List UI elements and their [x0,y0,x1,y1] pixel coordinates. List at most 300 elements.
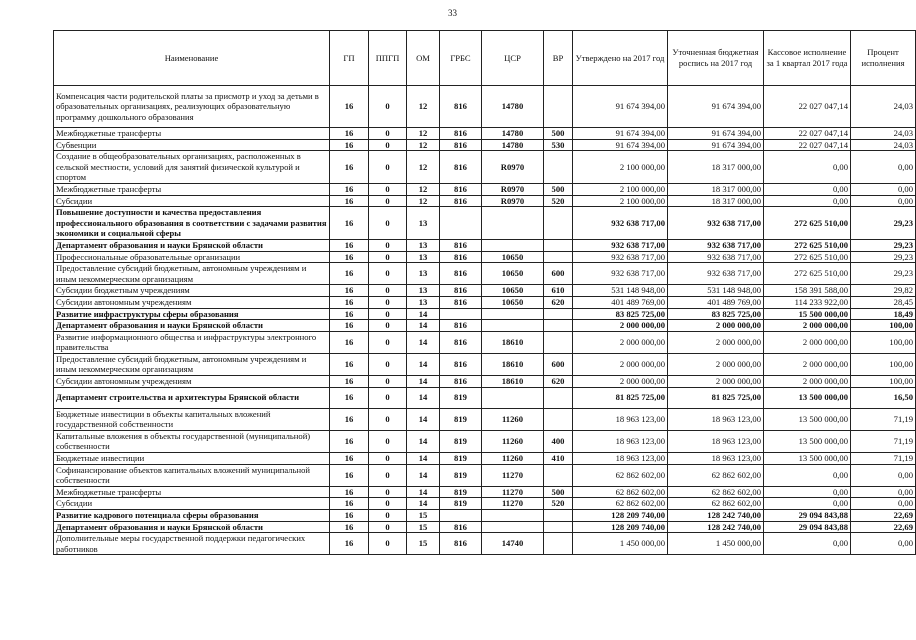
header-gp: ГП [330,31,369,86]
cell-grbs: 816 [440,296,482,308]
cell-approved: 91 674 394,00 [573,86,668,128]
cell-gp: 16 [330,207,369,240]
header-refined: Уточненная бюджетная роспись на 2017 год [668,31,764,86]
cell-csr: 14780 [482,86,544,128]
cell-ppgp: 0 [369,285,407,297]
cell-cash: 0,00 [764,183,851,195]
cell-om: 13 [407,285,440,297]
cell-percent: 100,00 [851,353,916,375]
cell-percent: 71,19 [851,408,916,430]
table-row [54,533,916,555]
table-row [54,331,916,353]
cell-refined: 2 000 000,00 [668,353,764,375]
cell-csr: 14780 [482,128,544,140]
cell-name: Субсидии автономным учреждениям [54,296,330,308]
cell-grbs: 816 [440,263,482,285]
cell-percent: 24,03 [851,139,916,151]
cell-percent: 22,69 [851,510,916,522]
table-row [54,128,916,140]
cell-om: 12 [407,195,440,207]
cell-refined: 932 638 717,00 [668,207,764,240]
cell-percent: 100,00 [851,331,916,353]
cell-gp: 16 [330,151,369,184]
cell-name: Капитальные вложения в объекты государственной (муниципальной) собственности [54,430,330,452]
cell-name: Субсидии [54,195,330,207]
cell-cash: 272 625 510,00 [764,207,851,240]
cell-cash: 0,00 [764,486,851,498]
cell-grbs: 816 [440,533,482,555]
table-row [54,195,916,207]
cell-gp: 16 [330,453,369,465]
cell-om: 14 [407,331,440,353]
cell-refined: 62 862 602,00 [668,486,764,498]
cell-om: 14 [407,387,440,408]
cell-approved: 18 963 123,00 [573,453,668,465]
cell-approved: 2 100 000,00 [573,183,668,195]
cell-approved: 531 148 948,00 [573,285,668,297]
cell-approved: 91 674 394,00 [573,128,668,140]
cell-percent: 22,69 [851,521,916,533]
cell-csr [482,308,544,320]
cell-gp: 16 [330,239,369,251]
table-row [54,387,916,408]
cell-cash: 22 027 047,14 [764,128,851,140]
cell-csr: R0970 [482,195,544,207]
cell-refined: 128 242 740,00 [668,510,764,522]
cell-approved: 2 000 000,00 [573,320,668,332]
cell-name: Департамент образования и науки Брянской области [54,521,330,533]
cell-csr [482,207,544,240]
table-row [54,263,916,285]
cell-csr: 11270 [482,486,544,498]
cell-vr [544,320,573,332]
cell-ppgp: 0 [369,207,407,240]
cell-cash: 2 000 000,00 [764,376,851,388]
cell-ppgp: 0 [369,486,407,498]
cell-om: 12 [407,139,440,151]
cell-csr: 10650 [482,296,544,308]
cell-approved: 932 638 717,00 [573,207,668,240]
cell-percent: 0,00 [851,195,916,207]
cell-cash: 29 094 843,88 [764,510,851,522]
cell-percent: 0,00 [851,151,916,184]
cell-percent: 100,00 [851,320,916,332]
cell-gp: 16 [330,408,369,430]
cell-grbs: 816 [440,285,482,297]
table-row [54,207,916,240]
cell-refined: 1 450 000,00 [668,533,764,555]
cell-cash: 0,00 [764,498,851,510]
cell-ppgp: 0 [369,510,407,522]
cell-ppgp: 0 [369,239,407,251]
cell-name: Межбюджетные трансферты [54,183,330,195]
cell-approved: 2 000 000,00 [573,376,668,388]
cell-approved: 932 638 717,00 [573,263,668,285]
cell-percent: 29,23 [851,251,916,263]
cell-grbs [440,308,482,320]
cell-ppgp: 0 [369,453,407,465]
cell-gp: 16 [330,376,369,388]
cell-csr: 11270 [482,498,544,510]
cell-ppgp: 0 [369,308,407,320]
cell-cash: 2 000 000,00 [764,320,851,332]
cell-name: Развитие информационного общества и инфраструктуры электронного правительства [54,331,330,353]
cell-gp: 16 [330,387,369,408]
cell-cash: 22 027 047,14 [764,86,851,128]
cell-cash: 158 391 588,00 [764,285,851,297]
header-om: ОМ [407,31,440,86]
cell-csr: 11260 [482,430,544,452]
cell-percent: 24,03 [851,86,916,128]
cell-approved: 1 450 000,00 [573,533,668,555]
cell-name: Повышение доступности и качества предоставления профессионального образования в соответствии с задачами развития экономики и социальной сферы [54,207,330,240]
table-row [54,486,916,498]
cell-ppgp: 0 [369,139,407,151]
page-number: 33 [448,8,457,18]
cell-approved: 83 825 725,00 [573,308,668,320]
table-row [54,376,916,388]
header-percent: Процент исполнения [851,31,916,86]
cell-grbs: 816 [440,331,482,353]
cell-name: Бюджетные инвестиции [54,453,330,465]
cell-vr: 610 [544,285,573,297]
header-cash: Кассовое исполнение за 1 квартал 2017 года [764,31,851,86]
cell-percent: 0,00 [851,183,916,195]
cell-refined: 932 638 717,00 [668,263,764,285]
cell-approved: 2 000 000,00 [573,353,668,375]
cell-vr: 600 [544,263,573,285]
cell-grbs: 819 [440,408,482,430]
cell-approved: 932 638 717,00 [573,239,668,251]
cell-ppgp: 0 [369,86,407,128]
cell-om: 14 [407,430,440,452]
cell-name: Дополнительные меры государственной поддержки педагогических работников [54,533,330,555]
cell-ppgp: 0 [369,296,407,308]
cell-csr: 11270 [482,464,544,486]
cell-gp: 16 [330,263,369,285]
cell-cash: 29 094 843,88 [764,521,851,533]
cell-name: Развитие кадрового потенциала сферы образования [54,510,330,522]
cell-cash: 0,00 [764,151,851,184]
cell-gp: 16 [330,521,369,533]
cell-name: Предоставление субсидий бюджетным, автономным учреждениям и иным некоммерческим организациям [54,263,330,285]
cell-vr [544,408,573,430]
cell-cash: 13 500 000,00 [764,453,851,465]
cell-csr: 10650 [482,251,544,263]
cell-approved: 128 209 740,00 [573,521,668,533]
cell-refined: 91 674 394,00 [668,128,764,140]
cell-refined: 91 674 394,00 [668,139,764,151]
cell-gp: 16 [330,183,369,195]
cell-gp: 16 [330,510,369,522]
cell-name: Департамент образования и науки Брянской области [54,239,330,251]
cell-percent: 28,45 [851,296,916,308]
cell-om: 14 [407,464,440,486]
cell-percent: 29,82 [851,285,916,297]
cell-percent: 0,00 [851,486,916,498]
cell-grbs: 816 [440,376,482,388]
cell-om: 14 [407,408,440,430]
table-row [54,453,916,465]
table-row [54,151,916,184]
cell-ppgp: 0 [369,464,407,486]
cell-vr: 620 [544,376,573,388]
cell-grbs: 816 [440,183,482,195]
table-row [54,86,916,128]
cell-name: Бюджетные инвестиции в объекты капитальных вложений государственной собственности [54,408,330,430]
cell-percent: 71,19 [851,430,916,452]
table-row [54,408,916,430]
cell-om: 13 [407,263,440,285]
cell-name: Субсидии [54,498,330,510]
cell-refined: 531 148 948,00 [668,285,764,297]
cell-ppgp: 0 [369,376,407,388]
cell-percent: 71,19 [851,453,916,465]
cell-grbs: 816 [440,320,482,332]
cell-cash: 272 625 510,00 [764,263,851,285]
cell-grbs: 816 [440,86,482,128]
header-ppgp: ППГП [369,31,407,86]
cell-gp: 16 [330,86,369,128]
table-row [54,510,916,522]
cell-name: Субвенции [54,139,330,151]
cell-gp: 16 [330,320,369,332]
cell-refined: 18 317 000,00 [668,151,764,184]
cell-csr [482,320,544,332]
cell-om: 14 [407,453,440,465]
cell-vr: 520 [544,195,573,207]
cell-ppgp: 0 [369,521,407,533]
cell-ppgp: 0 [369,331,407,353]
cell-refined: 81 825 725,00 [668,387,764,408]
cell-om: 13 [407,251,440,263]
cell-grbs: 816 [440,521,482,533]
header-vr: ВР [544,31,573,86]
cell-vr [544,464,573,486]
header-grbs: ГРБС [440,31,482,86]
cell-csr: 18610 [482,353,544,375]
cell-csr: 10650 [482,285,544,297]
cell-gp: 16 [330,285,369,297]
cell-cash: 272 625 510,00 [764,239,851,251]
cell-ppgp: 0 [369,387,407,408]
table-row [54,464,916,486]
cell-csr [482,387,544,408]
cell-name: Межбюджетные трансферты [54,486,330,498]
cell-percent: 16,50 [851,387,916,408]
cell-gp: 16 [330,139,369,151]
cell-vr [544,86,573,128]
cell-refined: 62 862 602,00 [668,464,764,486]
table-row [54,430,916,452]
cell-ppgp: 0 [369,195,407,207]
cell-approved: 62 862 602,00 [573,486,668,498]
cell-ppgp: 0 [369,128,407,140]
cell-om: 14 [407,486,440,498]
cell-vr [544,151,573,184]
cell-om: 12 [407,128,440,140]
cell-refined: 83 825 725,00 [668,308,764,320]
cell-om: 15 [407,521,440,533]
cell-grbs: 816 [440,195,482,207]
table-row [54,521,916,533]
cell-approved: 2 000 000,00 [573,331,668,353]
cell-ppgp: 0 [369,353,407,375]
cell-percent: 29,23 [851,207,916,240]
cell-cash: 2 000 000,00 [764,353,851,375]
cell-vr [544,533,573,555]
cell-ppgp: 0 [369,430,407,452]
cell-grbs: 819 [440,464,482,486]
cell-gp: 16 [330,251,369,263]
cell-vr: 500 [544,183,573,195]
cell-om: 14 [407,376,440,388]
cell-name: Субсидии автономным учреждениям [54,376,330,388]
cell-csr [482,510,544,522]
cell-approved: 18 963 123,00 [573,408,668,430]
cell-ppgp: 0 [369,183,407,195]
cell-gp: 16 [330,353,369,375]
budget-table [53,30,916,555]
cell-refined: 18 963 123,00 [668,408,764,430]
cell-approved: 62 862 602,00 [573,498,668,510]
table-row [54,139,916,151]
cell-csr: 18610 [482,331,544,353]
cell-refined: 932 638 717,00 [668,251,764,263]
table-body [54,86,916,555]
cell-cash: 22 027 047,14 [764,139,851,151]
cell-grbs: 816 [440,139,482,151]
cell-vr: 500 [544,128,573,140]
cell-approved: 81 825 725,00 [573,387,668,408]
cell-vr: 400 [544,430,573,452]
cell-cash: 2 000 000,00 [764,331,851,353]
cell-percent: 0,00 [851,464,916,486]
table-row [54,353,916,375]
cell-approved: 932 638 717,00 [573,251,668,263]
cell-csr [482,239,544,251]
cell-gp: 16 [330,498,369,510]
cell-grbs: 819 [440,486,482,498]
cell-name: Департамент строительства и архитектуры Брянской области [54,387,330,408]
cell-refined: 128 242 740,00 [668,521,764,533]
cell-ppgp: 0 [369,320,407,332]
cell-name: Создание в общеобразовательных организациях, расположенных в сельской местности, условий для занятий физической культурой и спортом [54,151,330,184]
cell-ppgp: 0 [369,533,407,555]
cell-cash: 114 233 922,00 [764,296,851,308]
cell-om: 15 [407,533,440,555]
cell-approved: 91 674 394,00 [573,139,668,151]
cell-csr: 11260 [482,453,544,465]
table-header-row [54,31,916,86]
cell-approved: 2 100 000,00 [573,151,668,184]
cell-csr: 11260 [482,408,544,430]
cell-grbs: 816 [440,128,482,140]
cell-csr: R0970 [482,183,544,195]
cell-refined: 2 000 000,00 [668,376,764,388]
cell-refined: 18 317 000,00 [668,183,764,195]
cell-name: Межбюджетные трансферты [54,128,330,140]
cell-refined: 18 317 000,00 [668,195,764,207]
cell-gp: 16 [330,533,369,555]
cell-om: 14 [407,320,440,332]
table-row [54,239,916,251]
cell-name: Профессиональные образовательные организации [54,251,330,263]
cell-vr [544,331,573,353]
cell-csr: R0970 [482,151,544,184]
cell-approved: 2 100 000,00 [573,195,668,207]
cell-csr [482,521,544,533]
table-row [54,320,916,332]
cell-refined: 2 000 000,00 [668,320,764,332]
cell-gp: 16 [330,486,369,498]
cell-om: 13 [407,296,440,308]
cell-ppgp: 0 [369,251,407,263]
table-row [54,183,916,195]
cell-grbs: 819 [440,387,482,408]
cell-om: 12 [407,151,440,184]
table-row [54,498,916,510]
table-row [54,285,916,297]
cell-ppgp: 0 [369,151,407,184]
cell-approved: 128 209 740,00 [573,510,668,522]
cell-refined: 401 489 769,00 [668,296,764,308]
cell-vr: 530 [544,139,573,151]
cell-cash: 272 625 510,00 [764,251,851,263]
header-name: Наименование [54,31,330,86]
cell-om: 13 [407,207,440,240]
cell-refined: 62 862 602,00 [668,498,764,510]
cell-approved: 401 489 769,00 [573,296,668,308]
cell-csr: 18610 [482,376,544,388]
cell-refined: 932 638 717,00 [668,239,764,251]
cell-vr [544,387,573,408]
cell-vr [544,308,573,320]
cell-om: 13 [407,239,440,251]
cell-gp: 16 [330,331,369,353]
cell-grbs: 819 [440,453,482,465]
cell-name: Департамент образования и науки Брянской области [54,320,330,332]
cell-ppgp: 0 [369,408,407,430]
cell-cash: 0,00 [764,195,851,207]
cell-om: 12 [407,86,440,128]
cell-om: 12 [407,183,440,195]
cell-csr: 14780 [482,139,544,151]
cell-cash: 13 500 000,00 [764,408,851,430]
cell-name: Предоставление субсидий бюджетным, автономным учреждениям и иным некоммерческим организациям [54,353,330,375]
cell-ppgp: 0 [369,263,407,285]
header-csr: ЦСР [482,31,544,86]
cell-cash: 0,00 [764,464,851,486]
cell-vr: 620 [544,296,573,308]
cell-refined: 18 963 123,00 [668,453,764,465]
cell-refined: 2 000 000,00 [668,331,764,353]
cell-name: Развитие инфраструктуры сферы образования [54,308,330,320]
cell-grbs: 816 [440,353,482,375]
cell-percent: 29,23 [851,239,916,251]
cell-cash: 13 500 000,00 [764,387,851,408]
header-approved: Утверждено на 2017 год [573,31,668,86]
cell-csr: 10650 [482,263,544,285]
table-row [54,296,916,308]
cell-name: Софинансирование объектов капитальных вложений муниципальной собственности [54,464,330,486]
cell-grbs: 816 [440,151,482,184]
cell-name: Субсидии бюджетным учреждениям [54,285,330,297]
cell-vr: 500 [544,486,573,498]
cell-grbs [440,510,482,522]
cell-cash: 15 500 000,00 [764,308,851,320]
cell-grbs: 816 [440,251,482,263]
